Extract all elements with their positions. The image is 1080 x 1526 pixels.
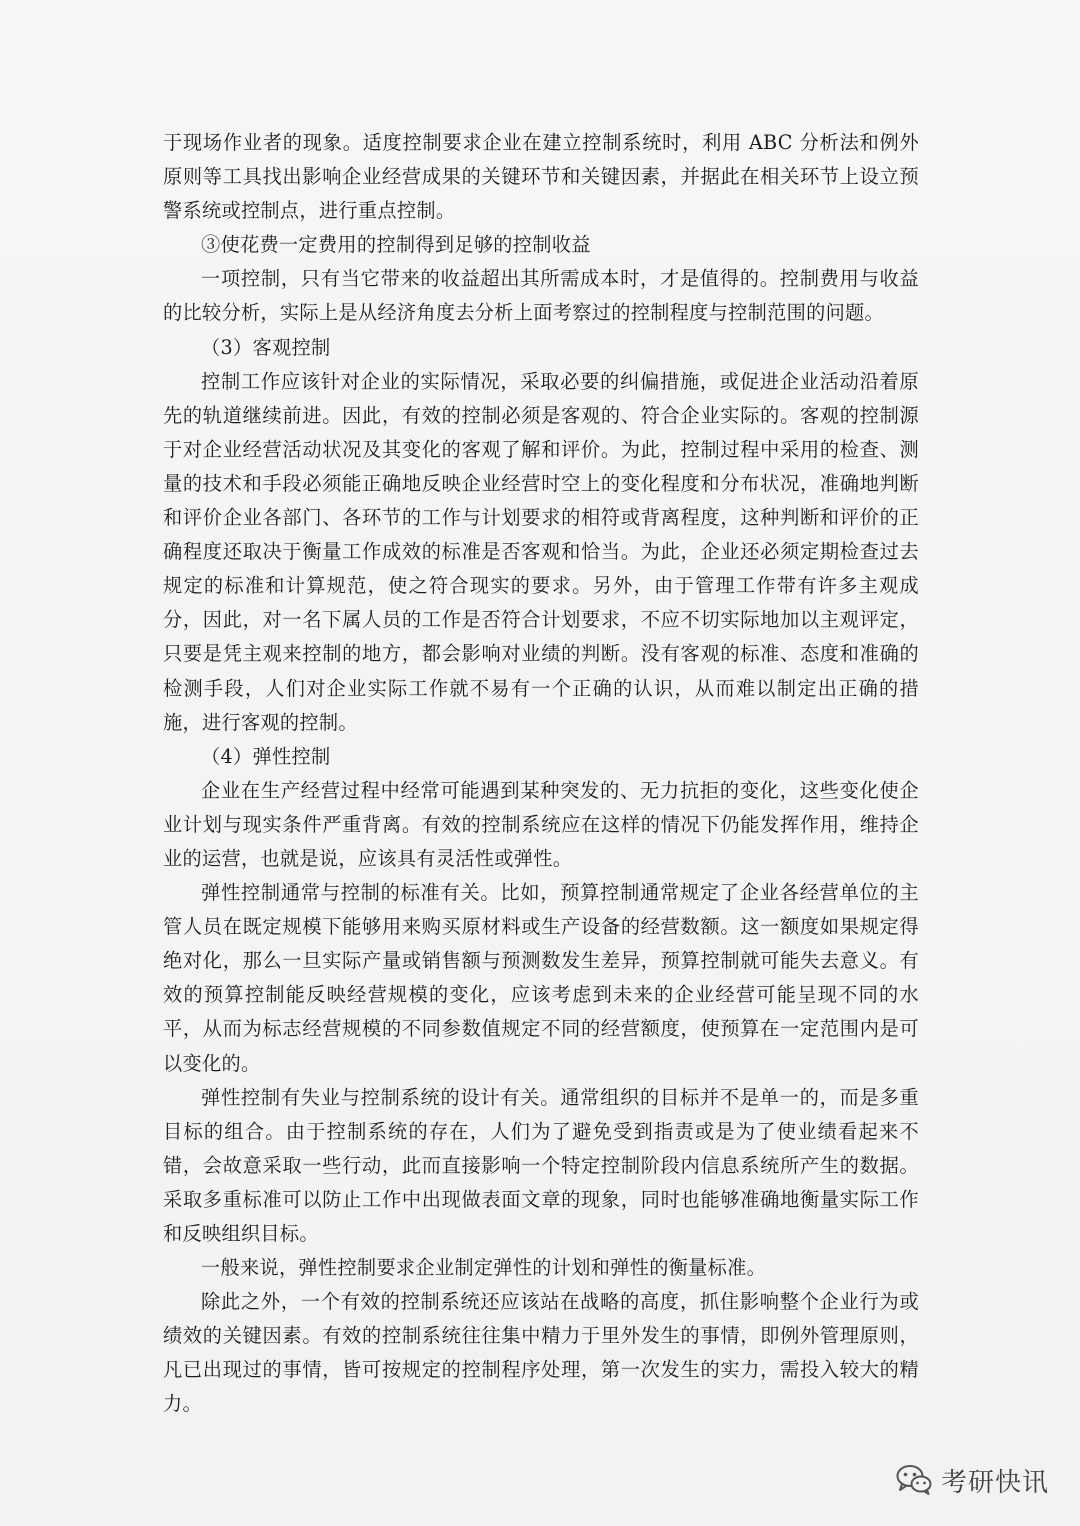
paragraph: 弹性控制通常与控制的标准有关。比如，预算控制通常规定了企业各经营单位的主管人员在既定规模下能够用来购买原材料或生产设备的经营数额。这一额度如果规定得绝对化，那么一旦实际产量或销售额与预测数发生差异，预算控制就可能失去意义。有效的预算控制能反映经营规模的变化，应该考虑到未来的企业经营可能呈现不同的水平，从而为标志经营规模的不同参数值规定不同的经营额度，使预算在一定范围内是可以变化的。 (163, 881, 919, 1075)
wechat-icon (895, 1463, 933, 1497)
paragraph: 除此之外，一个有效的控制系统还应该站在战略的高度，抓住影响整个企业行为或绩效的关键因素。有效的控制系统往往集中精力于里外发生的事情，即例外管理原则，凡已出现过的事情，皆可按规定的控制程序处理，第一次发生的实力，需投入较大的精力。 (163, 1290, 919, 1416)
document-body (163, 126, 919, 1422)
section-heading: （3）客观控制 (201, 335, 331, 359)
paragraph: 企业在生产经营过程中经常可能遇到某种突发的、无力抗拒的变化，这些变化使企业计划与现实条件严重背离。有效的控制系统应在这样的情况下仍能发挥作用，维持企业的运营，也就是说，应该具有灵活性或弹性。 (163, 778, 919, 870)
section-heading: ③使花费一定费用的控制得到足够的控制收益 (201, 233, 591, 257)
paragraph: 于现场作业者的现象。适度控制要求企业在建立控制系统时，利用 ABC 分析法和例外原则等工具找出影响企业经营成果的关键环节和关键因素，并据此在相关环节上设立预警系统或控制点，进行重点控制。 (163, 131, 919, 223)
paragraph: 控制工作应该针对企业的实际情况，采取必要的纠偏措施，或促进企业活动沿着原先的轨道继续前进。因此，有效的控制必须是客观的、符合企业实际的。客观的控制源于对企业经营活动状况及其变化的客观了解和评价。为此，控制过程中采用的检查、测量的技术和手段必须能正确地反映企业经营时空上的变化程度和分布状况，准确地判断和评价企业各部门、各环节的工作与计划要求的相符或背离程度，这种判断和评价的正确程度还取决于衡量工作成效的标准是否客观和恰当。为此，企业还必须定期检查过去规定的标准和计算规范，使之符合现实的要求。另外，由于管理工作带有许多主观成分，因此，对一名下属人员的工作是否符合计划要求，不应不切实际地加以主观评定，只要是凭主观来控制的地方，都会影响对业绩的判断。没有客观的标准、态度和准确的检测手段，人们对企业实际工作就不易有一个正确的认识，从而难以制定出正确的措施，进行客观的控制。 (163, 369, 919, 734)
watermark-text: 考研快讯 (941, 1467, 1050, 1498)
paragraph: 弹性控制有失业与控制系统的设计有关。通常组织的目标并不是单一的，而是多重目标的组合。由于控制系统的存在，人们为了避免受到指责或是为了使业绩看起来不错，会故意采取一些行动，此而直接影响一个特定控制阶段内信息系统所产生的数据。采取多重标准可以防止工作中出现做表面文章的现象，同时也能够准确地衡量实际工作和反映组织目标。 (163, 1085, 919, 1245)
section-heading: （4）弹性控制 (201, 744, 331, 768)
paragraph: 一项控制，只有当它带来的收益超出其所需成本时，才是值得的。控制费用与收益的比较分析，实际上是从经济角度去分析上面考察过的控制程度与控制范围的问题。 (163, 267, 919, 325)
paragraph: 一般来说，弹性控制要求企业制定弹性的计划和弹性的衡量标准。 (201, 1256, 767, 1280)
watermark (895, 1458, 1049, 1502)
